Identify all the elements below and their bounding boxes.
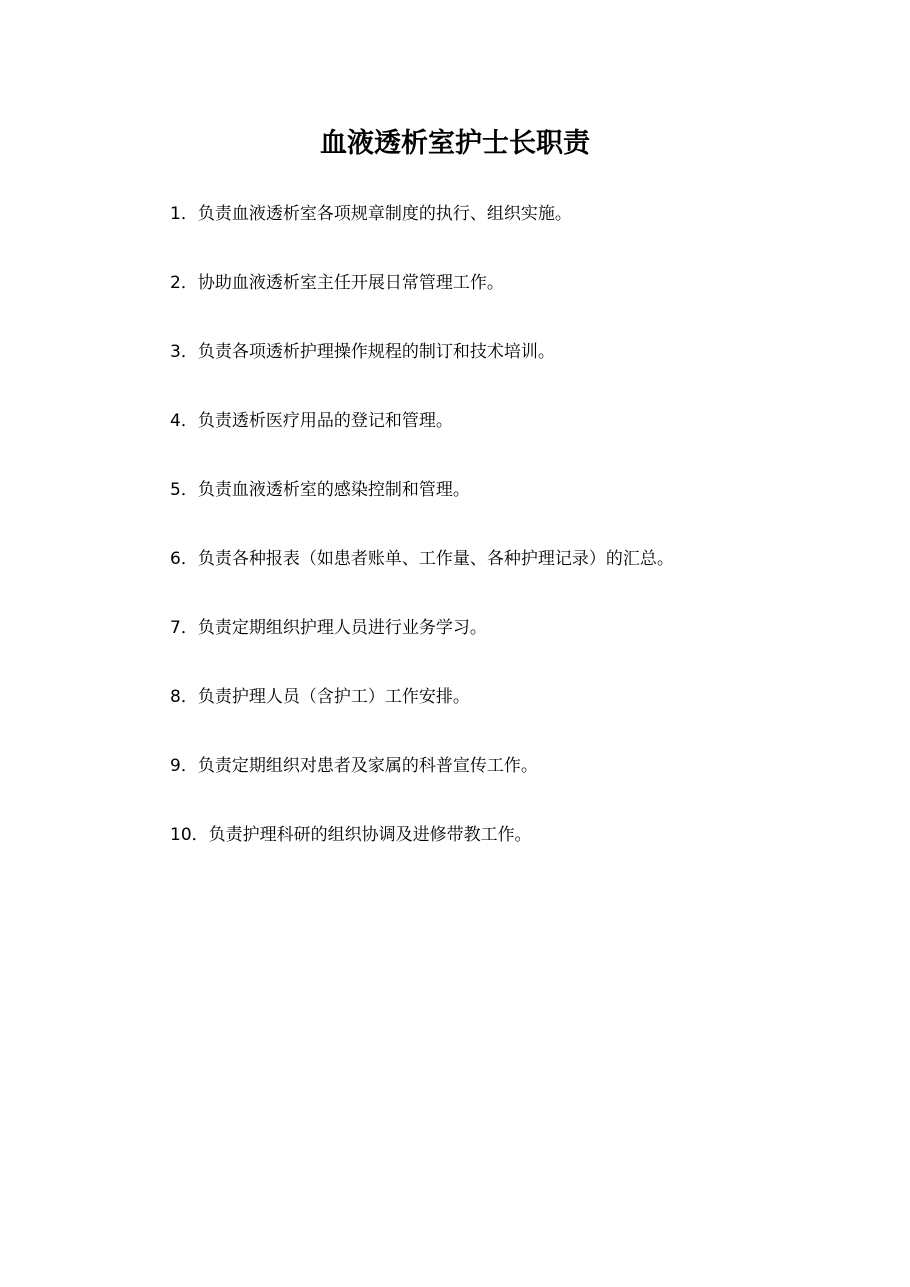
duty-item-4: 4．负责透析医疗用品的登记和管理。 <box>170 411 453 431</box>
duty-item-8: 8．负责护理人员（含护工）工作安排。 <box>170 687 470 707</box>
duty-item-1: 1．负责血液透析室各项规章制度的执行、组织实施。 <box>170 204 572 224</box>
duty-item-6: 6．负责各种报表（如患者账单、工作量、各种护理记录）的汇总。 <box>170 549 674 569</box>
duty-item-7: 7．负责定期组织护理人员进行业务学习。 <box>170 618 487 638</box>
duty-item-9: 9．负责定期组织对患者及家属的科普宣传工作。 <box>170 756 538 776</box>
duty-item-2: 2．协助血液透析室主任开展日常管理工作。 <box>170 273 504 293</box>
duty-item-3: 3．负责各项透析护理操作规程的制订和技术培训。 <box>170 342 555 362</box>
page-title: 血液透析室护士长职责 <box>320 128 590 159</box>
duty-item-10: 10．负责护理科研的组织协调及进修带教工作。 <box>170 825 532 845</box>
duty-item-5: 5．负责血液透析室的感染控制和管理。 <box>170 480 470 500</box>
duty-list <box>170 196 870 886</box>
